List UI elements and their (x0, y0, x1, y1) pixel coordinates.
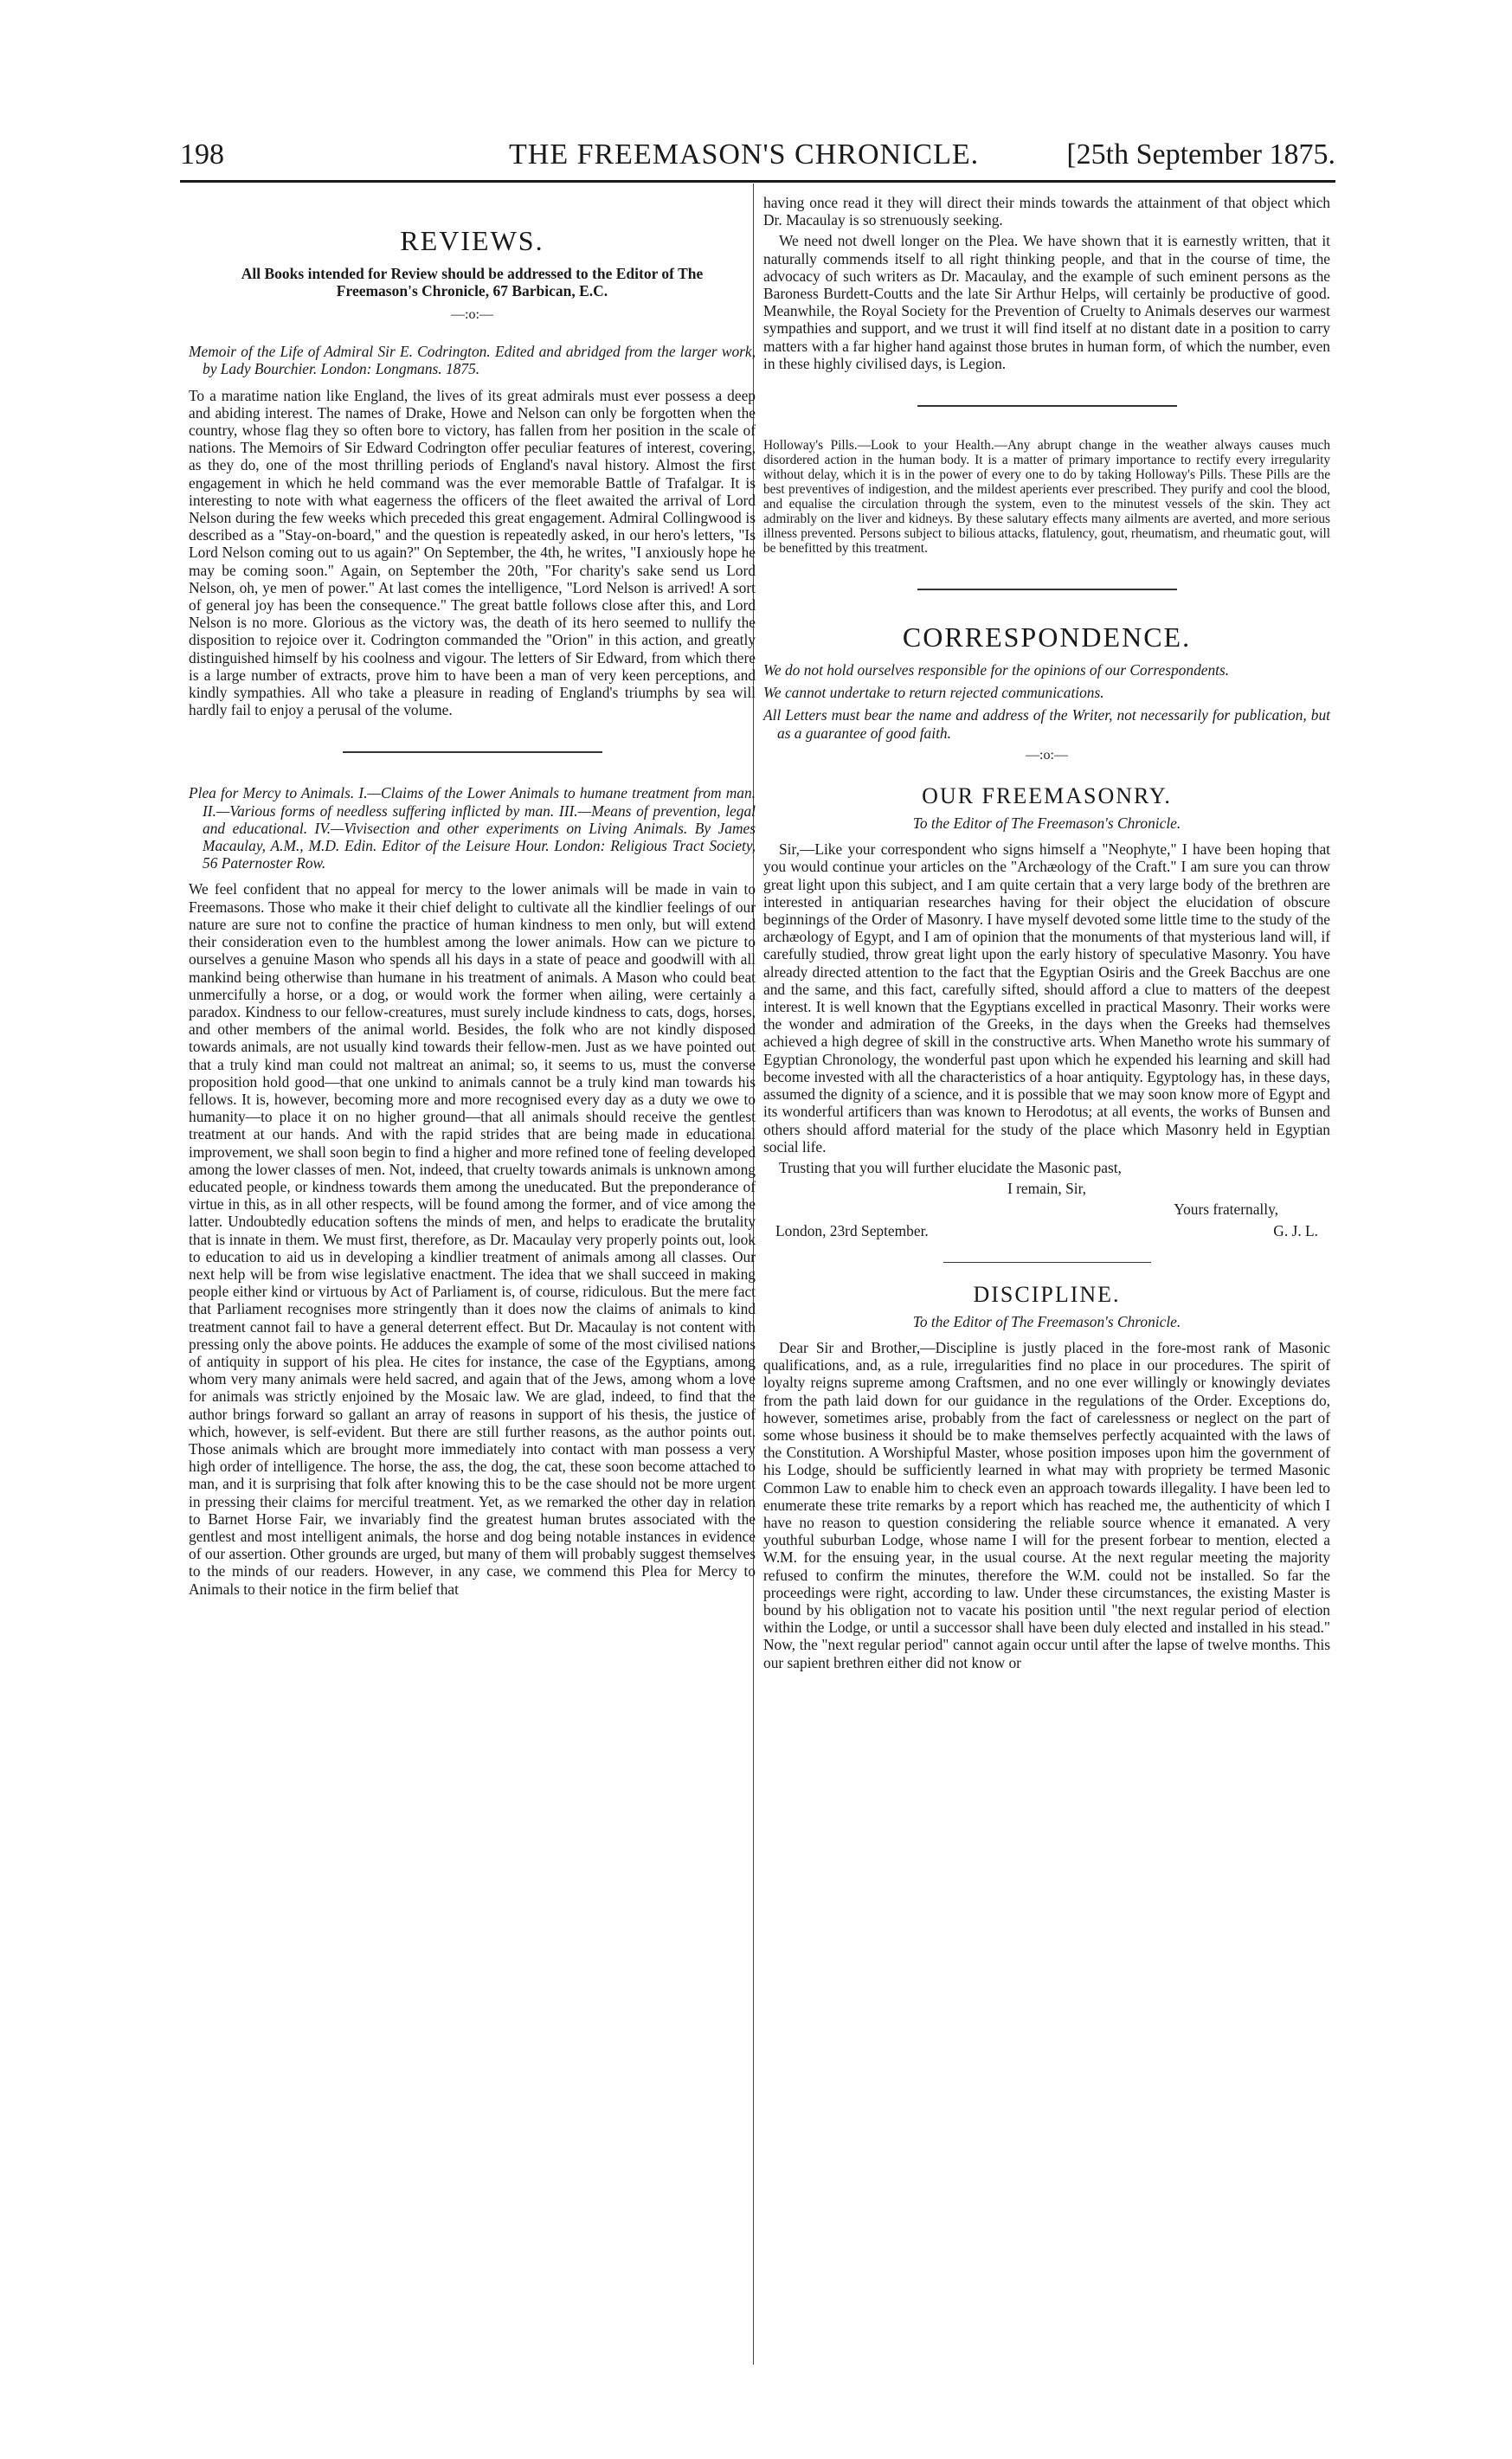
ornament: —:o:— (451, 307, 493, 322)
disclaimer-rejected: We cannot undertake to return rejected communications. (763, 684, 1104, 702)
reviews-heading: REVIEWS. (400, 225, 544, 256)
letter-signature: G. J. L. (1273, 1221, 1318, 1239)
letter-signature-row (763, 1222, 1330, 1239)
newspaper-title: THE FREEMASON'S CHRONICLE. (509, 138, 980, 171)
review-title-plea: Plea for Mercy to Animals. I.—Claims of the Lower Animals to humane treatment from man. II.—Various forms of needless suffering inflicted by man. III.—Means of prevention, legal and educational. IV.—Vivisection and other experiments on Living Animals. By James Macaulay, A.M., M.D. Edin. Editor of the Leisure Hour. London: Religious Tract Society, 56 Paternoster Row. (189, 784, 756, 872)
page-number: 198 (180, 138, 224, 171)
section-rule (343, 751, 602, 753)
letter-salutation-line: To the Editor of The Freemason's Chronicle. (912, 1312, 1181, 1330)
review-title-codrington: Memoir of the Life of Admiral Sir E. Codrington. Edited and abridged from the larger work, by Lady Bourchier. London: Longmans. 1875. (189, 343, 756, 378)
correspondence-heading: CORRESPONDENCE. (902, 621, 1192, 653)
section-rule (917, 405, 1177, 407)
letter-rule (943, 1262, 1151, 1263)
left-column (189, 192, 756, 1601)
letter-place-date: London, 23rd September. (775, 1221, 929, 1239)
disclaimer-letters: All Letters must bear the name and address of the Writer, not necessarily for publication, but as a guarantee of good faith. (763, 706, 1330, 742)
right-column (763, 192, 1330, 1675)
disclaimer-opinions: We do not hold ourselves responsible for the opinions of our Correspondents. (763, 661, 1230, 679)
review-continued-body: We need not dwell longer on the Plea. We have shown that it is earnestly written, that it naturally commends itself to all right thinking people, and that in the course of time, the advocacy of such writers as Dr. Macaulay, and the example of such eminent persons as the Baroness Burdett-Coutts and the late Sir Arthur Helps, will certainly be productive of good. Meanwhile, the Royal Society for the Prevention of Cruelty to Animals deserves our warmest sympathies and support, and we trust it will find itself at no distant date in a position to carry matters with a far higher hand against those brutes in human form, of which the number, even in these highly civilised days, is Legion. (763, 232, 1330, 372)
letter-yours: Yours fraternally, (1174, 1201, 1278, 1219)
review-body-codrington: To a maratime nation like England, the lives of its great admirals must ever possess a deep and abiding interest. The names of Drake, Howe and Nelson can only be forgotten when the country, whose flag they so often bore to victory, has fallen from her position in the scale of nations. The Memoirs of Sir Edward Codrington offer peculiar features of interest, covering, as they do, one of the most thrilling periods of England's naval history. Almost the first engagement in which he held command was the ever memorable Battle of Trafalgar. It is interesting to note with what eagerness the officers of the fleet awaited the arrival of Lord Nelson during the few weeks which preceded this great engagement. Admiral Collingwood is described as a "Stay-on-board," and the question is repeatedly asked, in our hero's letters, "Is Lord Nelson coming out to us again?" On September, the 4th, he writes, "I anxiously hope he may be coming soon." Again, on September the 20th, "For charity's sake send us Lord Nelson, oh, ye men of power." At last comes the intelligence, "Lord Nelson is arrived! A sort of general joy has been the consequence." The great battle follows close after this, and Lord Nelson is no more. Glorious as the victory was, the death of its hero seemed to nullify the disposition to rejoice over it. Codrington commanded the "Orion" in this action, and greatly distinguished himself by his coolness and vigour. The letters of Sir Edward, from which there is a large number of extracts, prove him to have been a man of very keen perceptions, and kindly sympathies. All who take a pleasure in reading of England's triumphs by sea will hardly fail to enjoy a perusal of the volume. (189, 386, 756, 719)
letter-closing: Trusting that you will further elucidate the Masonic past, (779, 1158, 1122, 1176)
issue-date: [25th September 1875. (1066, 138, 1335, 171)
letter-body-discipline: Dear Sir and Brother,—Discipline is justly placed in the fore-most rank of Masonic qualifications, and, as a rule, irregularities find no place in our procedures. The spirit of loyalty reigns supreme among Craftsmen, and no one ever willingly or knowingly deviates from the path laid down for our guidance in the regulations of the Order. Exceptions do, however, sometimes arise, probably from the fact of carelessness or neglect on the part of some whose business it should be to make themselves perfectly acquainted with the laws of the Constitution. A Worshipful Master, whose position imposes upon him the government of his Lodge, should be sufficiently learned in what may with propriety be termed Masonic Common Law to enable him to check even an approach towards illegality. I have been led to enumerate these trite remarks by a report which has reached me, the authenticity of which I have no reason to question considering the reliable source whence it emanated. A very youthful suburban Lodge, whose name I will for the present forbear to mention, elected a W.M. for the ensuing year, in the usual course. At the next regular meeting the majority refused to confirm the minutes, therefore the W.M. could not be installed. So far the proceedings were right, according to law. Under these circumstances, the existing Master is bound by his obligation not to vacate his position until "the next regular period of election within the Lodge, or until a successor shall have been duly elected and installed in his stead." Now, the "next regular period" cannot again occur until after the lapse of twelve months. This our sapient brethren either did not know or (763, 1338, 1330, 1671)
letter-remain: I remain, Sir, (1007, 1180, 1087, 1198)
review-body-plea: We feel confident that no appeal for mercy to the lower animals will be made in vain to Freemasons. Those who make it their chief delight to cultivate all the kindlier feelings of our nature are sure not to confine the practice of human kindness to men only, but will extend their consideration even to the humblest among the lower animals. How can we picture to ourselves a genuine Mason who spends all his days in a state of peace and goodwill with all mankind being otherwise than humane in his treatment of animals. A Mason who could beat unmercifully a horse, or a dog, or would work the former when ailing, were certainly a paradox. Kindness to our fellow-creatures, must surely include kindness to cats, dogs, horses, and other members of the animal world. Besides, the folk who are not kindly disposed towards animals, are not usually kind towards their fellow-men. Just as we have pointed out that a truly kind man could not maltreat an animal; so, it seems to us, must the converse proposition hold good—that one unkind to animals cannot be a truly kind man towards his fellows. It is, however, becoming more and more recognised every day as a duty we owe to humanity—to place it on no higher ground—that all animals should receive the gentlest treatment at our hands. And with the rapid strides that are being made in educational improvement, we shall soon begin to find a higher and more refined tone of feeling developed among the lower classes of men. Not, indeed, that cruelty towards animals is unknown among educated people, or kindness towards them among the uneducated. But the preponderance of virtue in this, as in all other respects, will be found among the former, and of vice among the latter. Undoubtedly education softens the minds of men, and helps to eradicate the brutality that is innate in them. We must first, therefore, as Dr. Macaulay very properly points out, look to education to aid us in developing a kindlier treatment of animals among all classes. Our next help will be from wise legislative enactment. The idea that we shall succeed in making people either kind or virtuous by Act of Parliament is, of course, ridiculous. But the mere fact that Parliament recognises more stringently than it does now the claims of animals to kind treatment cannot fail to have a general deterrent effect. But Dr. Macaulay is not content with pressing only the above points. He adduces the example of some of the most civilised nations of antiquity in support of his plea. He cites for instance, the case of the Egyptians, among whom very many animals were held sacred, and again that of the Jews, among whom a love for animals was strictly enjoined by the Mosaic law. We are glad, indeed, to find that the author brings forward so gallant an array of reasons in support of his thesis, the justice of which, however, is self-evident. But there are still further reasons, as the author points out. Those animals which are brought more immediately into contact with man possess a very high order of intelligence. The horse, the ass, the dog, the cat, these soon become attached to man, and it is surprising that folk after knowing this to be the case should not be more urgent in pressing their claims for merciful treatment. Yet, as we remarked the other day in relation to Barnet Horse Fair, we invariably find the greatest human brutes associated with the gentlest and most intelligent animals, the horse and dog being notable instances in evidence of our assertion. Other grounds are urged, but many of them will probably suggest themselves to the minds of our readers. However, in any case, we commend this Plea for Mercy to Animals to their notice in the firm belief that (189, 880, 756, 1598)
ornament: —:o:— (1026, 747, 1068, 763)
letter-heading-freemasonry: OUR FREEMASONRY. (922, 783, 1172, 809)
letter-heading-discipline: DISCIPLINE. (973, 1281, 1121, 1307)
letter-salutation-line: To the Editor of The Freemason's Chronicle. (912, 814, 1181, 833)
holloway-advert: Holloway's Pills.—Look to your Health.—Any abrupt change in the weather always causes much disordered action in the human body. It is a matter of primary importance to rectify every irregularity without delay, which it is in the power of every one to do by taking Holloway's Pills. These Pills are the best preventives of indigestion, and the mildest aperients ever prescribed. They purify and cool the blood, and equalise the circulation through the system, even to the minutest vessels of the skin. They act admirably on the liver and kidneys. By these salutary effects many ailments are averted, and more serious illness prevented. Persons subject to bilious attacks, flatulency, gout, rheumatism, and rheumatic gout, will be benefitted by this treatment. (763, 438, 1330, 557)
section-rule (917, 589, 1177, 590)
masthead (180, 138, 1335, 183)
reviews-notice: All Books intended for Review should be addressed to the Editor of The Freemason's Chronicle, 67 Barbican, E.C. (241, 265, 704, 299)
review-continued: having once read it they will direct their minds towards the attainment of that object which Dr. Macaulay is so strenuously seeking. (763, 194, 1330, 229)
letter-body-freemasonry: Sir,—Like your correspondent who signs himself a "Neophyte," I have been hoping that you would continue your articles on the "Archæology of the Craft." I am sure you can throw great light upon this subject, and I am quite certain that a very large body of the brethren are interested in antiquarian researches having for their object the elucidation of obscure beginnings of the Order of Masonry. I have myself devoted some little time to the study of the archæology of Egypt, and I am of opinion that the monuments of that mysterious land will, if carefully studied, throw great light upon the early history of speculative Masonry. You have already directed attention to the fact that the Egyptian Osiris and the Greek Bacchus are one and the same, and this fact, carefully sifted, should afford a clue to matters of the deepest interest. It is well known that the Egyptians excelled in practical Masonry. Their works were the wonder and admiration of the Greeks, in the days when the Greeks had themselves achieved a high degree of skill in the constructive arts. When Manetho wrote his summary of Egyptian Chronology, the wonderful past upon which he expended his learning and skill had become invested with all the characteristics of a hoar antiquity. Egyptology has, in these days, assumed the dignity of a science, and it is possible that we may soon know more of Egypt and its wonderful artificers than was known to Herodotus; at all events, the works of Bunsen and others should afford material for the study of the place which Masonry held in Egyptian social life. (763, 840, 1330, 1155)
